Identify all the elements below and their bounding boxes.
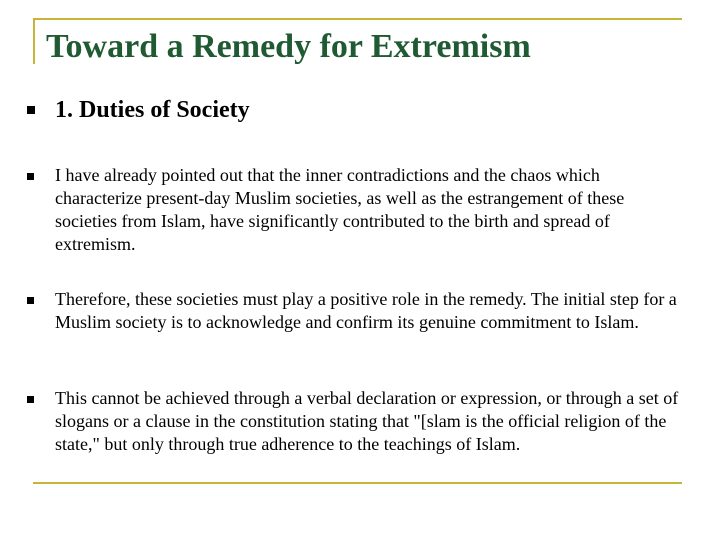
slide-title: Toward a Remedy for Extremism (46, 28, 531, 65)
section-heading: 1. Duties of Society (55, 97, 250, 123)
frame-bottom-rule (33, 482, 682, 484)
square-bullet-icon (27, 106, 35, 114)
bullet-paragraph: I have already pointed out that the inner contradictions and the chaos which characterize present-day Muslim societies, as well as the estrangement of these societies from Islam, have significantly contributed to the birth and spread of extremism. (55, 165, 625, 254)
frame-top-rule (33, 18, 682, 20)
bullet-paragraph: This cannot be achieved through a verbal declaration or expression, or through a set of slogans or a clause in the constitution stating that "[slam is the official religion of the state," but only through true adherence to the teachings of Islam. (55, 388, 679, 454)
square-bullet-icon (27, 297, 34, 304)
bullet-paragraph: Therefore, these societies must play a positive role in the remedy. The initial step for a Muslim society is to acknowledge and confirm its genuine commitment to Islam. (55, 289, 677, 332)
square-bullet-icon (27, 396, 34, 403)
square-bullet-icon (27, 173, 34, 180)
frame-left-rule (33, 18, 35, 64)
